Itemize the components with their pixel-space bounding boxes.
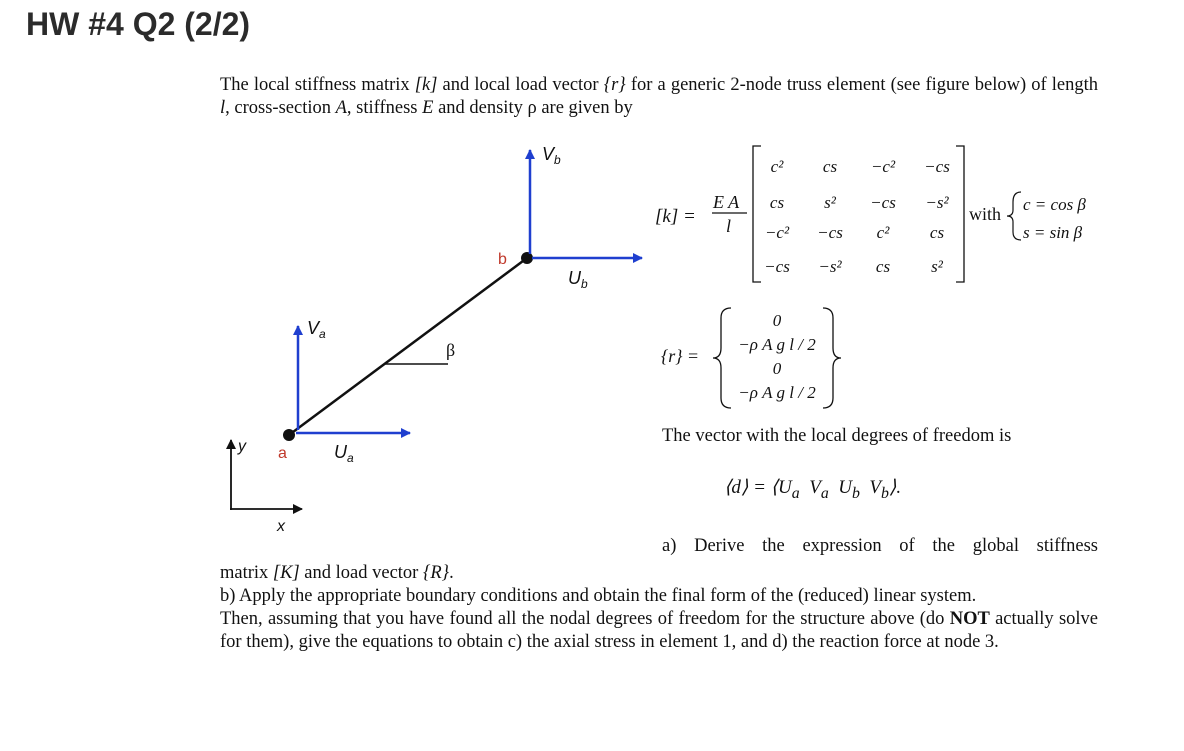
question-b: b) Apply the appropriate boundary conditions and obtain the final form of the (reduced) linear system. bbox=[220, 586, 977, 606]
k-12: cs bbox=[822, 157, 838, 176]
node-a-label: a bbox=[278, 445, 287, 462]
angle-beta: β bbox=[446, 340, 456, 360]
k-34: cs bbox=[929, 223, 945, 242]
k-23: −cs bbox=[870, 193, 896, 212]
intro-k: [k] bbox=[414, 75, 438, 95]
stiffness-s-def: s = sin β bbox=[1023, 223, 1083, 242]
dof-open: ⟨d⟩ = ⟨U bbox=[724, 477, 792, 498]
global-R: {R} bbox=[422, 563, 450, 583]
k-32: −cs bbox=[817, 223, 843, 242]
axis-y-label: y bbox=[238, 438, 246, 455]
intro-text-5: , stiffness bbox=[346, 98, 423, 118]
load-entries bbox=[738, 311, 816, 402]
stiffness-with: with bbox=[969, 204, 1002, 224]
dof-vector bbox=[724, 476, 901, 503]
question-a-line1: a) Derive the expression of the global stiffness bbox=[662, 536, 1098, 556]
r-1: 0 bbox=[772, 311, 782, 330]
node-b-label: b bbox=[498, 251, 507, 268]
question-a-line2: matrix [K] and load vector {R}. bbox=[220, 563, 454, 583]
load-right-brace bbox=[823, 308, 841, 408]
stiffness-matrix bbox=[655, 140, 1115, 290]
r-3: 0 bbox=[772, 359, 782, 378]
k-11: c² bbox=[770, 157, 784, 176]
node-a bbox=[283, 429, 295, 441]
k-44: s² bbox=[931, 257, 943, 276]
dof-sentence: The vector with the local degrees of freedom is bbox=[662, 426, 1012, 446]
stiffness-c-def: c = cos β bbox=[1023, 195, 1086, 214]
k-41: −cs bbox=[764, 257, 790, 276]
axis-x-label: x bbox=[277, 518, 285, 535]
intro-text-2: and local load vector bbox=[437, 75, 604, 95]
k-22: s² bbox=[824, 193, 836, 212]
stiffness-entries bbox=[764, 157, 950, 276]
global-K: [K] bbox=[272, 563, 300, 583]
stiffness-frac-num: E A bbox=[713, 192, 740, 212]
intro-l: l bbox=[220, 98, 226, 118]
load-left-brace bbox=[713, 308, 731, 408]
k-33: c² bbox=[876, 223, 890, 242]
stiffness-frac-den: l bbox=[726, 216, 732, 236]
k-21: cs bbox=[769, 193, 785, 212]
truss-bar bbox=[289, 258, 527, 435]
page-title: HW #4 Q2 (2/2) bbox=[26, 6, 251, 42]
k-14: −cs bbox=[924, 157, 950, 176]
intro-r: {r} bbox=[603, 75, 626, 95]
stiffness-def-brace bbox=[1007, 192, 1021, 240]
dof-v2: V bbox=[809, 477, 821, 498]
dof-close: ⟩. bbox=[888, 477, 902, 498]
dof-sub-3: b bbox=[851, 484, 860, 502]
k-42: −s² bbox=[818, 257, 842, 276]
not-emphasis: NOT bbox=[949, 609, 990, 629]
ub-label: $U_b$ bbox=[568, 268, 588, 291]
stiffness-right-bracket bbox=[956, 146, 964, 282]
dof-v3: U bbox=[838, 477, 852, 498]
stiffness-left-bracket bbox=[753, 146, 761, 282]
r-2: −ρ A g l / 2 bbox=[738, 335, 816, 354]
k-31: −c² bbox=[764, 223, 790, 242]
intro-text-1: The local stiffness matrix bbox=[220, 75, 415, 95]
vb-label: $V_b$ bbox=[542, 144, 561, 167]
k-43: cs bbox=[875, 257, 891, 276]
load-lhs: {r} = bbox=[661, 346, 700, 366]
dof-sub-2: a bbox=[820, 484, 829, 502]
dof-sub-1: a bbox=[791, 484, 800, 502]
va-label: $V_a$ bbox=[307, 318, 326, 341]
intro-text-4: , cross-section bbox=[225, 98, 336, 118]
questions-block bbox=[220, 562, 1098, 654]
load-vector bbox=[655, 300, 915, 420]
k-13: −c² bbox=[870, 157, 896, 176]
question-then: Then, assuming that you have found all the nodal degrees of freedom for the structure above (do NOT actually solve for them), give the equations to obtain c) the axial stress in element 1, and d) the reaction force at node 3. bbox=[220, 609, 1099, 652]
dof-sub-4: b bbox=[881, 484, 889, 502]
dof-v4: V bbox=[869, 477, 881, 498]
ua-label: $U_a$ bbox=[334, 442, 354, 465]
stiffness-lhs: [k] = bbox=[655, 206, 696, 227]
k-24: −s² bbox=[925, 193, 949, 212]
intro-text-6: and density ρ are given by bbox=[433, 98, 633, 118]
r-4: −ρ A g l / 2 bbox=[738, 383, 816, 402]
intro-text-3: for a generic 2-node truss element (see figure below) of length bbox=[625, 75, 1098, 95]
intro-E: E bbox=[422, 98, 434, 118]
intro-A: A bbox=[335, 98, 347, 118]
